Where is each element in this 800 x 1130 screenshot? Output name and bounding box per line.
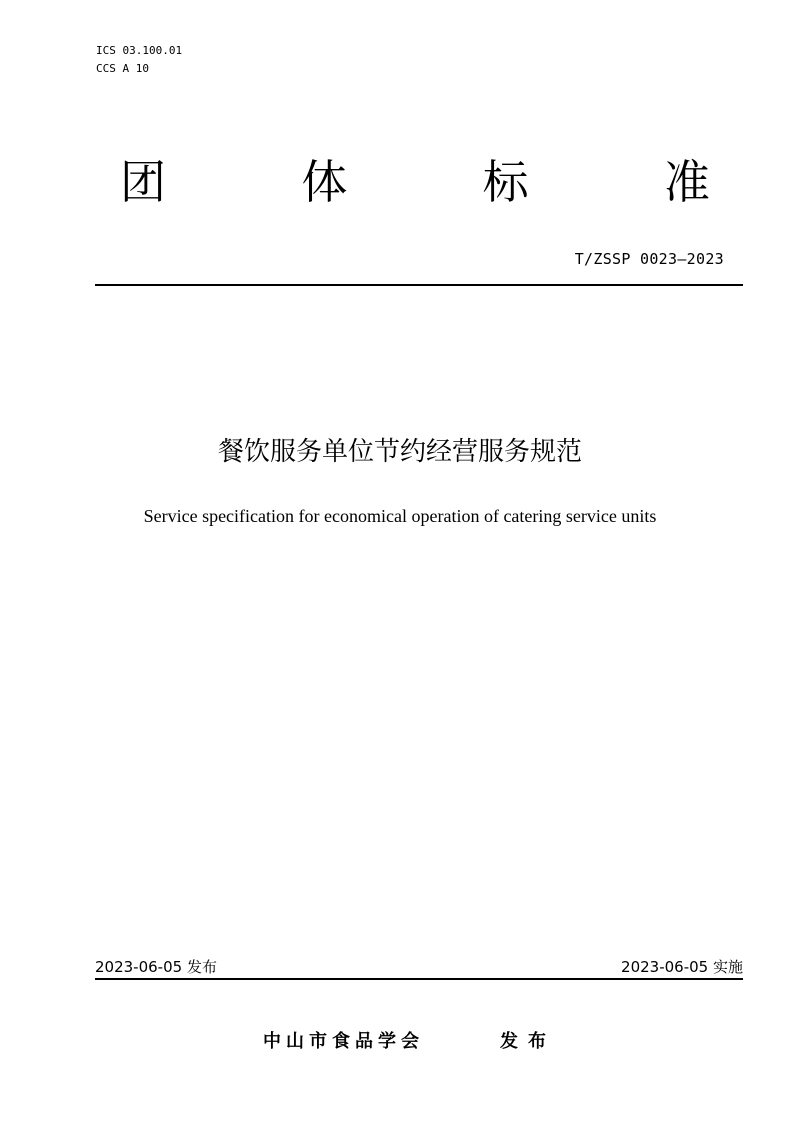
classification-codes bbox=[96, 42, 182, 78]
ccs-code: CCS A 10 bbox=[96, 62, 149, 75]
standard-number: T/ZSSP 0023—2023 bbox=[574, 250, 724, 268]
publisher-action: 发布 bbox=[500, 1031, 556, 1052]
publisher-name: 中山市食品学会 bbox=[263, 1031, 424, 1052]
standard-type-heading bbox=[120, 152, 710, 212]
date-row bbox=[95, 956, 743, 980]
standard-type-char-4: 准 bbox=[663, 155, 710, 209]
title-chinese: 餐饮服务单位节约经营服务规范 bbox=[217, 437, 582, 467]
standard-type-char-2: 体 bbox=[301, 155, 348, 209]
ics-code: ICS 03.100.01 bbox=[96, 44, 183, 57]
standard-type-char-1: 团 bbox=[120, 155, 166, 209]
header-divider bbox=[95, 284, 743, 286]
footer-divider bbox=[95, 978, 743, 980]
implementation-date: 2023-06-05 实施 bbox=[621, 958, 743, 976]
standard-type-char-3: 标 bbox=[482, 155, 529, 209]
issue-date: 2023-06-05 发布 bbox=[95, 958, 217, 976]
title-english: Service specification for economical operation of catering service units bbox=[143, 506, 657, 526]
